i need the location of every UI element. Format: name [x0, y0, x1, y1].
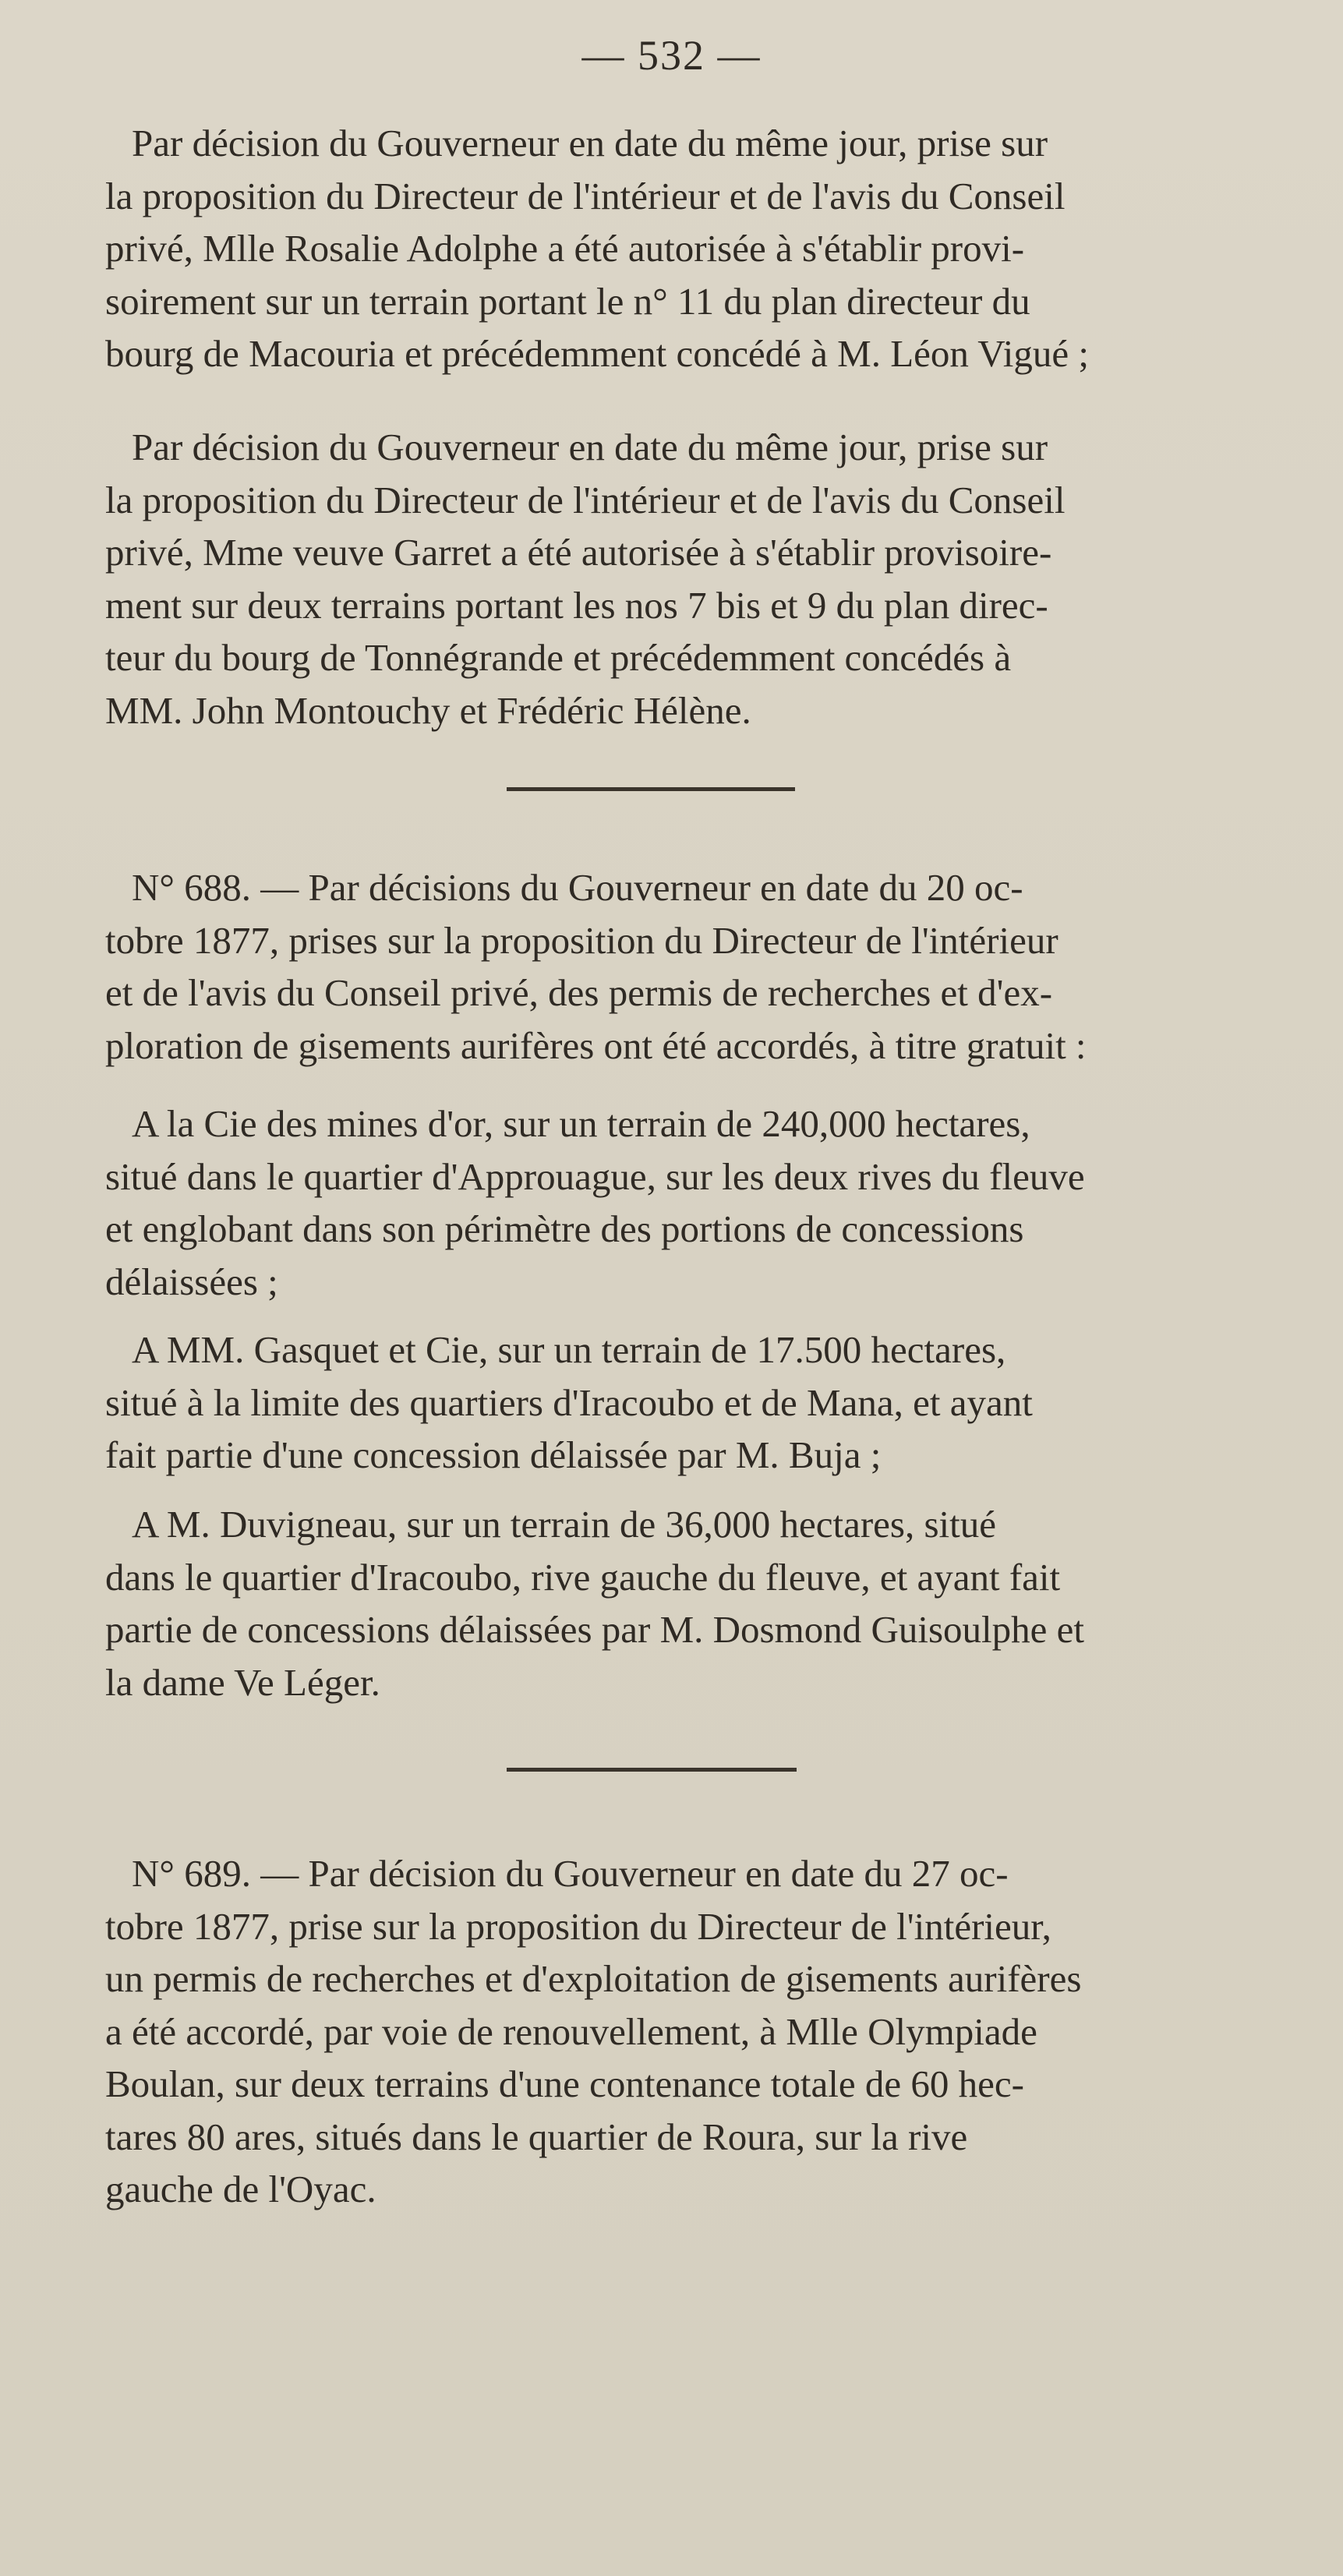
- text-line: dans le quartier d'Iracoubo, rive gauche du fleuve, et ayant fait: [105, 1555, 1061, 1599]
- paragraph-decision-689: [105, 1847, 1243, 2216]
- text-line: et de l'avis du Conseil privé, des permis de recherches et d'ex-: [105, 971, 1053, 1014]
- paragraph-mines-dor: [105, 1097, 1243, 1308]
- text-line: teur du bourg de Tonnégrande et précédemment concédés à: [105, 636, 1012, 679]
- text-line: privé, Mlle Rosalie Adolphe a été autorisée à s'établir provi-: [105, 227, 1025, 270]
- text-line: la proposition du Directeur de l'intérieur et de l'avis du Conseil: [105, 174, 1066, 217]
- paragraph-gasquet: [105, 1323, 1243, 1482]
- text-line: N° 689. — Par décision du Gouverneur en date du 27 oc-: [132, 1852, 1009, 1895]
- text-line: N° 688. — Par décisions du Gouverneur en date du 20 oc-: [132, 866, 1023, 909]
- section-divider: [507, 1768, 797, 1772]
- text-line: situé dans le quartier d'Approuague, sur les deux rives du fleuve: [105, 1154, 1085, 1198]
- text-line: bourg de Macouria et précédemment concédé à M. Léon Vigué ;: [105, 332, 1089, 375]
- text-line: privé, Mme veuve Garret a été autorisée à s'établir provisoire-: [105, 531, 1052, 574]
- paragraph-macouria: [105, 117, 1243, 380]
- text-line: A MM. Gasquet et Cie, sur un terrain de 17.500 hectares,: [132, 1328, 1006, 1371]
- text-line: et englobant dans son périmètre des portions de concessions: [105, 1207, 1024, 1250]
- text-line: situé à la limite des quartiers d'Iracoubo et de Mana, et ayant: [105, 1380, 1033, 1424]
- text-line: tobre 1877, prises sur la proposition du Directeur de l'intérieur: [105, 918, 1058, 962]
- text-line: Par décision du Gouverneur en date du même jour, prise sur: [132, 426, 1048, 468]
- text-line: Boulan, sur deux terrains d'une contenance totale de 60 hec-: [105, 2062, 1024, 2105]
- text-line: MM. John Montouchy et Frédéric Hélène.: [105, 688, 751, 732]
- paragraph-tonnegrande: [105, 421, 1243, 737]
- text-line: la proposition du Directeur de l'intérieur et de l'avis du Conseil: [105, 478, 1066, 521]
- text-line: soirement sur un terrain portant le n° 11 du plan directeur du: [105, 279, 1030, 323]
- text-line: Par décision du Gouverneur en date du même jour, prise sur: [132, 122, 1048, 164]
- page-number: — 532 —: [581, 32, 762, 79]
- text-line: A la Cie des mines d'or, sur un terrain de 240,000 hectares,: [132, 1102, 1030, 1145]
- section-divider: [507, 787, 795, 791]
- text-line: tobre 1877, prise sur la proposition du Directeur de l'intérieur,: [105, 1904, 1051, 1948]
- text-line: un permis de recherches et d'exploitation de gisements aurifères: [105, 1957, 1082, 2000]
- text-line: ment sur deux terrains portant les nos 7 bis et 9 du plan direc-: [105, 583, 1048, 627]
- text-line: gauche de l'Oyac.: [105, 2168, 376, 2210]
- text-line: fait partie d'une concession délaissée par M. Buja ;: [105, 1433, 882, 1476]
- text-line: a été accordé, par voie de renouvellement, à Mlle Olympiade: [105, 2009, 1037, 2053]
- paragraph-decision-688: [105, 861, 1243, 1072]
- text-line: tares 80 ares, situés dans le quartier de Roura, sur la rive: [105, 2115, 968, 2158]
- text-line: délaissées ;: [105, 1260, 278, 1303]
- text-line: partie de concessions délaissées par M. Dosmond Guisoulphe et: [105, 1608, 1085, 1651]
- text-line: ploration de gisements aurifères ont été accordés, à titre gratuit :: [105, 1023, 1087, 1067]
- text-line: A M. Duvigneau, sur un terrain de 36,000 hectares, situé: [132, 1503, 997, 1546]
- paragraph-duvigneau: [105, 1498, 1243, 1708]
- text-line: la dame Ve Léger.: [105, 1660, 380, 1704]
